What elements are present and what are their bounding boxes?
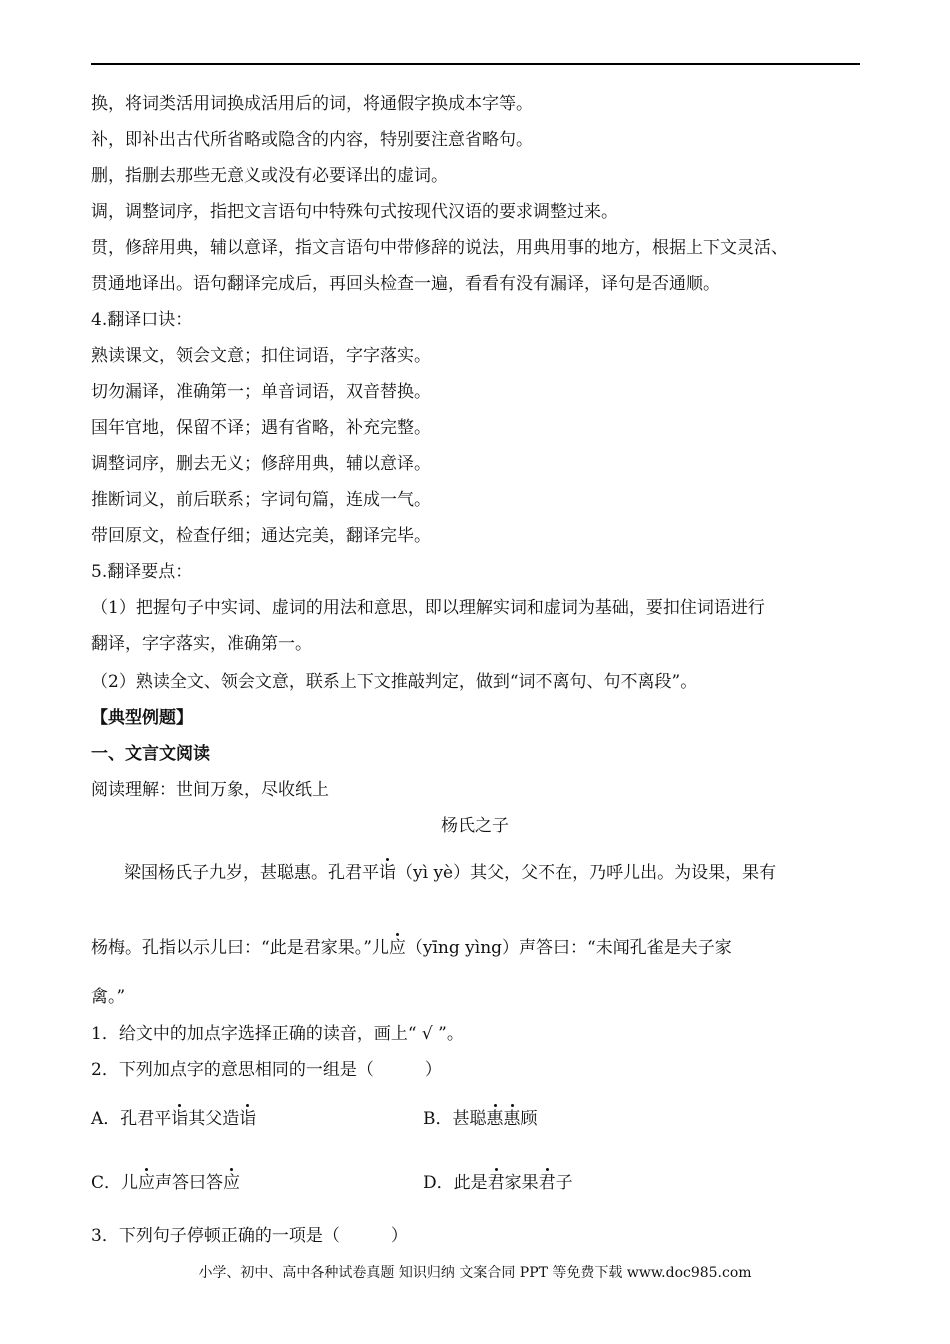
header-rule	[91, 63, 860, 65]
dotted-character: 诣	[171, 1109, 189, 1129]
dotted-character: 应	[223, 1173, 241, 1193]
yaodian-point-1: （1）把握句子中实词、虚词的用法和意思，即以理解实词和虚词为基础，要扣住词语进行	[91, 598, 765, 618]
reading-intro: 阅读理解：世间万象，尽收纸上	[91, 780, 329, 800]
footer-text: 小学、初中、高中各种试卷真题 知识归纳 文案合同 PPT 等免费下载 www.doc985.com	[198, 1265, 752, 1281]
koujue-line: 熟读课文，领会文意；扣住词语，字字落实。	[91, 346, 431, 366]
option-text: D．此是	[423, 1173, 488, 1193]
dotted-character: 诣	[239, 1109, 257, 1129]
passage-text: 梁国杨氏子九岁，甚聪惠。孔君平	[124, 863, 379, 883]
dotted-character: 惠	[486, 1109, 504, 1129]
yaodian-point-2: （2）熟读全文、领会文意，联系上下文推敲判定，做到“词不离句、句不离段”。	[91, 672, 698, 692]
question-3: 3．下列句子停顿正确的一项是（ ）	[91, 1226, 408, 1246]
option-b	[423, 1108, 538, 1130]
option-text: 子	[555, 1173, 573, 1193]
koujue-line: 带回原文，检查仔细；通达完美，翻译完毕。	[91, 526, 431, 546]
passage-line-3: 禽。”	[91, 987, 126, 1007]
method-guan-cont: 贯通地译出。语句翻译完成后，再回头检查一遍，看看有没有漏译，译句是否通顺。	[91, 274, 720, 294]
option-text: 家果	[504, 1173, 539, 1193]
dotted-character: 君	[538, 1173, 556, 1193]
dotted-character: 诣	[379, 863, 396, 883]
option-text: 声答曰答	[155, 1173, 224, 1193]
method-guan: 贯，修辞用典，辅以意译，指文言语句中带修辞的说法，用典用事的地方，根据上下文灵活、	[91, 238, 788, 258]
option-c	[91, 1172, 240, 1194]
method-shan: 删，指删去那些无意义或没有必要译出的虚词。	[91, 166, 448, 186]
passage-text: （yì yè）其父，父不在，乃呼儿出。为设果，果有	[396, 863, 777, 883]
koujue-line: 切勿漏译，准确第一；单音词语，双音替换。	[91, 382, 431, 402]
method-huan: 换，将词类活用词换成活用后的词，将通假字换成本字等。	[91, 94, 533, 114]
dotted-character: 应	[138, 1173, 156, 1193]
yaodian-heading: 5.翻译要点：	[91, 562, 193, 582]
question-1: 1．给文中的加点字选择正确的读音，画上“ √ ”。	[91, 1024, 464, 1044]
passage-text: （yīng yìng）声答曰：“未闻孔雀是夫子家	[405, 938, 732, 958]
koujue-line: 调整词序，删去无义；修辞用典，辅以意译。	[91, 454, 431, 474]
dotted-character: 惠	[503, 1109, 521, 1129]
section-heading: 一、文言文阅读	[91, 744, 210, 764]
passage-text: 杨梅。孔指以示儿曰：“此是君家果。”儿	[91, 938, 389, 958]
method-bu: 补，即补出古代所省略或隐含的内容，特别要注意省略句。	[91, 130, 533, 150]
passage-line-2	[91, 937, 732, 959]
examples-heading: 【典型例题】	[91, 708, 193, 728]
dotted-character: 应	[388, 938, 406, 958]
passage-line-1	[124, 862, 776, 884]
question-2: 2．下列加点字的意思相同的一组是（ ）	[91, 1060, 442, 1080]
option-text: C．儿	[91, 1173, 139, 1193]
option-text: B．甚聪	[423, 1109, 487, 1129]
option-a	[91, 1108, 256, 1130]
yaodian-point-1-cont: 翻译，字字落实，准确第一。	[91, 634, 312, 654]
method-tiao: 调，调整词序，指把文言语句中特殊句式按现代汉语的要求调整过来。	[91, 202, 618, 222]
koujue-line: 国年官地，保留不译；遇有省略，补充完整。	[91, 418, 431, 438]
passage-title: 杨氏之子	[441, 816, 509, 836]
koujue-heading: 4.翻译口诀：	[91, 310, 193, 330]
option-text: 其父造	[188, 1109, 240, 1129]
option-d	[423, 1172, 573, 1194]
koujue-line: 推断词义，前后联系；字词句篇，连成一气。	[91, 490, 431, 510]
option-text: 顾	[520, 1109, 538, 1129]
option-text: A．孔君平	[91, 1109, 172, 1129]
dotted-character: 君	[487, 1173, 505, 1193]
